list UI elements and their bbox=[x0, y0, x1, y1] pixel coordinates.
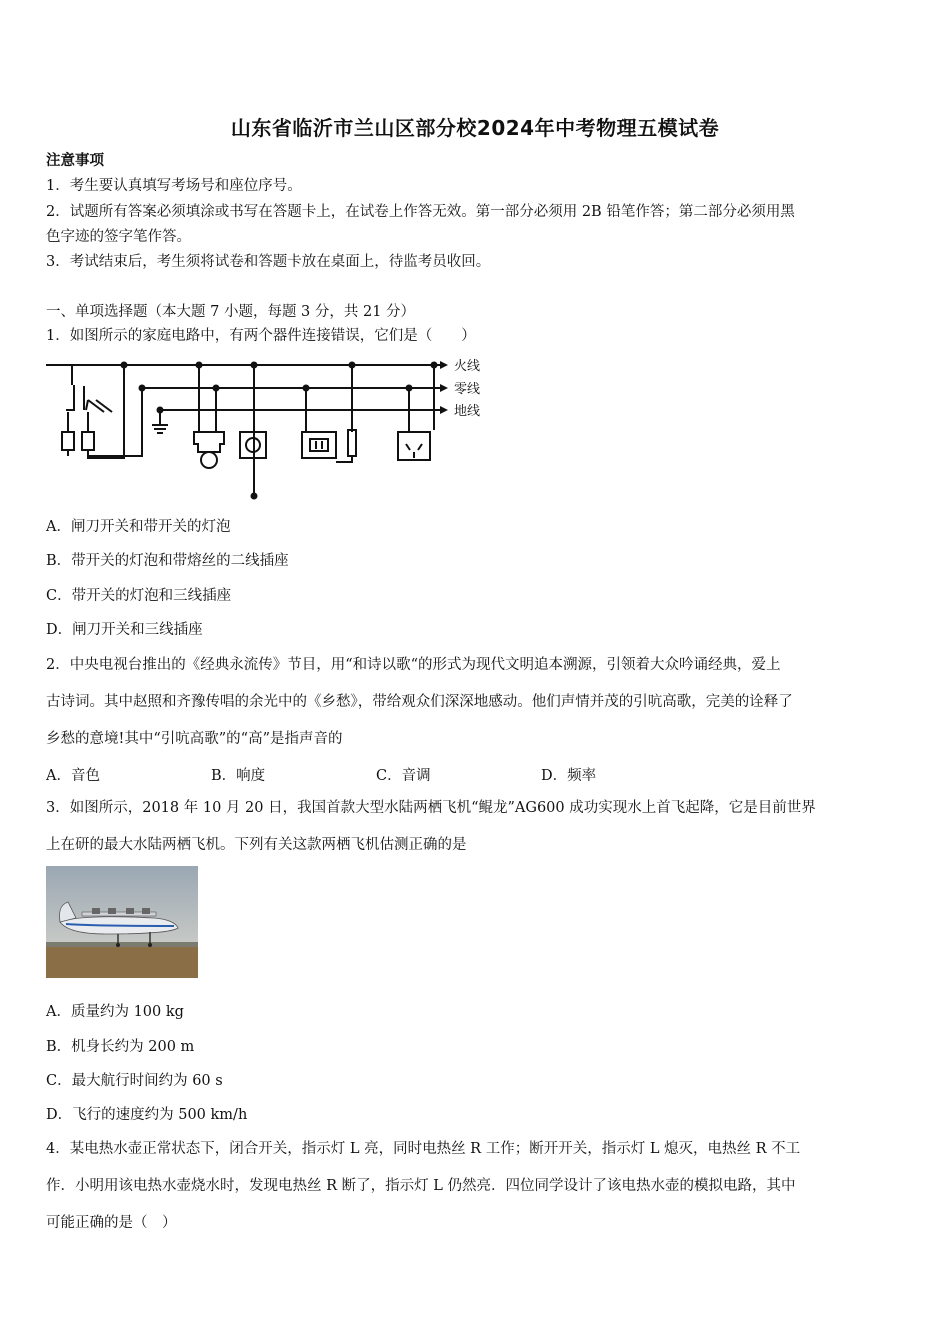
notice-item-1: 1．考生要认真填写考场号和座位序号。 bbox=[46, 178, 302, 194]
label-ground-wire: 地线 bbox=[454, 404, 481, 419]
switch-fuse-1 bbox=[62, 432, 74, 450]
q3-line-1: 3．如图所示，2018 年 10 月 20 日，我国首款大型水陆两栖飞机“鲲龙”AG600 成功实现水上首飞起降，它是目前世界 bbox=[46, 800, 816, 816]
q1-stem: 1．如图所示的家庭电路中，有两个器件连接错误，它们是（ ） bbox=[46, 328, 476, 344]
q3-option-b: B．机身长约为 200 m bbox=[46, 1039, 195, 1055]
notice-item-2: 2．试题所有答案必须填涂或书写在答题卡上，在试卷上作答无效。第一部分必须用 2B 铅笔作答；第二部分必须用黑 bbox=[46, 204, 795, 220]
q4-line-3: 可能正确的是（ ） bbox=[46, 1215, 177, 1231]
switch-fuse-2 bbox=[82, 432, 94, 450]
notice-item-2-cont: 色字迹的签字笔作答。 bbox=[46, 229, 191, 245]
q3-option-a: A．质量约为 100 kg bbox=[46, 1004, 184, 1020]
q4-line-1: 4．某电热水壶正常状态下，闭合开关，指示灯 L 亮，同时电热丝 R 工作；断开开关，指示灯 L 熄灭，电热丝 R 不工 bbox=[46, 1141, 801, 1157]
q3-option-d: D．飞行的速度约为 500 km/h bbox=[46, 1107, 248, 1123]
amphibious-aircraft-photo bbox=[46, 866, 198, 978]
q2-option-c: C．音调 bbox=[376, 768, 431, 784]
page-title: 山东省临沂市兰山区部分校2024年中考物理五模试卷 bbox=[230, 116, 720, 140]
two-pin-socket bbox=[302, 432, 336, 458]
q1-option-c: C．带开关的灯泡和三线插座 bbox=[46, 588, 232, 604]
notice-heading: 注意事项 bbox=[46, 152, 104, 169]
q2-line-3: 乡愁的意境!其中“引吭高歌”的“高”是指声音的 bbox=[46, 731, 343, 747]
label-live-wire: 火线 bbox=[454, 359, 481, 374]
q1-option-a: A．闸刀开关和带开关的灯泡 bbox=[46, 519, 231, 535]
bulb-socket bbox=[194, 432, 224, 452]
bulb bbox=[201, 452, 217, 468]
household-circuit-diagram bbox=[44, 350, 494, 502]
q2-option-b: B．响度 bbox=[211, 768, 266, 784]
q3-option-c: C．最大航行时间约为 60 s bbox=[46, 1073, 223, 1089]
q2-line-2: 古诗词。其中赵照和齐豫传唱的余光中的《乡愁》，带给观众们深深地感动。他们声情并茂的引吭高歌，完美的诠释了 bbox=[46, 694, 793, 710]
q2-options bbox=[46, 764, 596, 785]
q1-option-b: B．带开关的灯泡和带熔丝的二线插座 bbox=[46, 553, 289, 569]
q2-line-1: 2．中央电视台推出的《经典永流传》节目，用“和诗以歌“的形式为现代文明追本溯源，引领着大众吟诵经典，爱上 bbox=[46, 657, 781, 673]
fuse bbox=[348, 430, 356, 456]
section-heading: 一、单项选择题（本大题 7 小题，每题 3 分，共 21 分） bbox=[46, 304, 416, 320]
notice-item-3: 3．考试结束后，考生须将试卷和答题卡放在桌面上，待监考员收回。 bbox=[46, 254, 491, 270]
q1-option-d: D．闸刀开关和三线插座 bbox=[46, 622, 203, 638]
label-neutral-wire: 零线 bbox=[454, 382, 481, 397]
q4-line-2: 作．小明用该电热水壶烧水时，发现电热丝 R 断了，指示灯 L 仍然亮．四位同学设计了该电热水壶的模拟电路，其中 bbox=[46, 1178, 796, 1194]
q3-line-2: 上在研的最大水陆两栖飞机。下列有关这款两栖飞机估测正确的是 bbox=[46, 837, 467, 853]
q2-option-d: D．频率 bbox=[541, 768, 597, 784]
q2-option-a: A．音色 bbox=[46, 768, 100, 784]
